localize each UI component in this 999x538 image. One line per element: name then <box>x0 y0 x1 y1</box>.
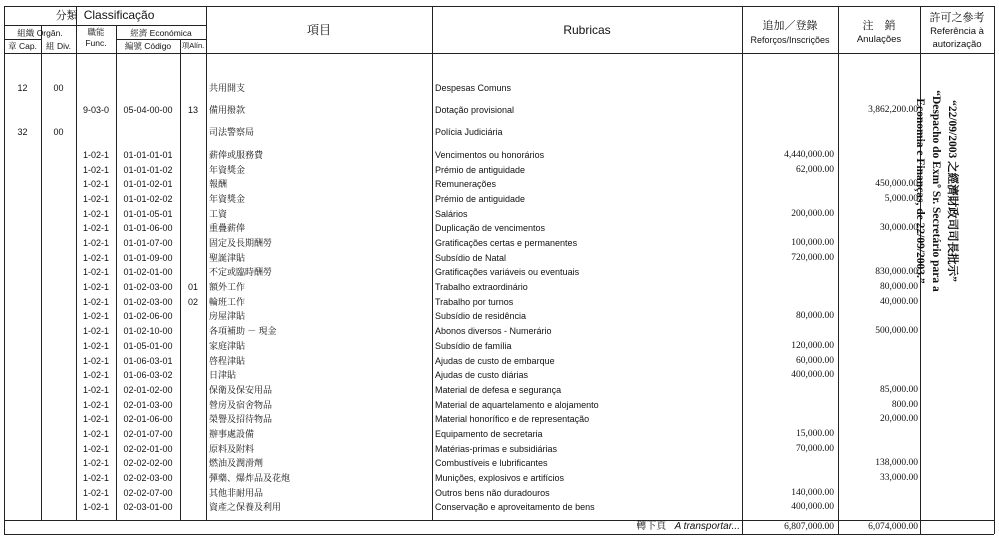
cell-code: 02-03-01-00 <box>123 502 173 513</box>
cell-code: 01-02-01-00 <box>123 267 173 278</box>
cell-alin: 13 <box>187 105 198 115</box>
cell-code: 01-01-07-00 <box>123 238 173 249</box>
cell-rubrica: Duplicação de vencimentos <box>435 223 546 234</box>
cell-reforco: 60,000.00 <box>796 355 834 366</box>
cell-code: 02-02-02-00 <box>123 458 173 469</box>
cell-code: 01-05-01-00 <box>123 340 173 351</box>
cell-item-zh: 其他非耐用品 <box>209 487 264 498</box>
cell-item-zh: 額外工作 <box>209 282 246 293</box>
cell-rubrica: Gratificações certas e permanentes <box>435 238 578 249</box>
cell-item-zh: 營房及宿舍物品 <box>209 399 273 410</box>
reference-line-2: “Despacho do Exmº Sr. Secretário para a <box>930 90 942 292</box>
cell-code: 01-01-01-02 <box>123 164 173 175</box>
header-cap <box>4 40 41 52</box>
cell-item-zh: 薪俸或服務費 <box>209 150 264 160</box>
cell-rubrica: Conservação e aproveitamento de bens <box>435 502 595 513</box>
cell-anulacao: 500,000.00 <box>875 326 918 337</box>
cell-func: 1-02-1 <box>82 208 109 219</box>
cell-item-zh: 共用開支 <box>209 83 246 93</box>
cell-func: 1-02-1 <box>82 428 109 439</box>
cell-rubrica: Subsídio de Natal <box>435 252 507 263</box>
cell-rubrica: Vencimentos ou honorários <box>435 150 545 160</box>
cell-rubrica: Ajudas de custo diárias <box>435 370 529 381</box>
cell-anulacao: 33,000.00 <box>880 472 918 483</box>
cell-rubrica: Subsídio de residência <box>435 311 527 322</box>
cell-rubrica: Salários <box>435 208 468 219</box>
cell-rubrica: Dotação provisional <box>435 105 515 115</box>
cell-anulacao: 800.00 <box>891 399 918 410</box>
cell-code: 01-01-02-01 <box>123 179 173 190</box>
cell-rubrica: Subsídio de família <box>435 340 512 351</box>
header-econ-pt: Económica <box>149 28 192 38</box>
cell-func: 1-02-1 <box>82 443 109 454</box>
cell-div: 00 <box>53 127 64 137</box>
cell-reforco: 200,000.00 <box>791 208 834 219</box>
cell-reforco: 720,000.00 <box>791 252 834 263</box>
cell-func: 1-02-1 <box>82 164 109 175</box>
cell-code: 02-01-07-00 <box>123 428 173 439</box>
cell-anulacao: 5,000.00 <box>884 194 918 205</box>
cell-item-zh: 報酬 <box>209 179 228 190</box>
header-alin-pt: Alín. <box>189 41 205 50</box>
cell-func: 1-02-1 <box>82 311 109 322</box>
table-border-right <box>994 6 995 534</box>
cell-code: 01-02-03-00 <box>123 282 173 293</box>
transport-label-pt: A transportar... <box>674 521 740 532</box>
cell-func: 1-02-1 <box>82 179 109 190</box>
header-organ <box>4 27 76 39</box>
cell-rubrica: Material de aquartelamento e alojamento <box>435 399 599 410</box>
col-divider <box>432 6 433 520</box>
cell-reforco: 140,000.00 <box>791 487 834 498</box>
cell-rubrica: Outros bens não duradouros <box>435 487 550 498</box>
cell-func: 1-02-1 <box>82 370 109 381</box>
cell-code: 02-01-06-00 <box>123 414 173 425</box>
header-div-pt: Div. <box>56 41 71 51</box>
cell-anulacao: 138,000.00 <box>875 458 918 469</box>
cell-reforco: 4,440,000.00 <box>784 150 834 160</box>
cell-item-zh: 資產之保養及利用 <box>209 502 282 513</box>
budget-table <box>4 6 994 534</box>
cell-func: 1-02-1 <box>82 223 109 234</box>
cell-item-zh: 燃油及潤滑劑 <box>209 458 264 469</box>
cell-rubrica: Material de defesa e segurança <box>435 384 562 395</box>
header-ref-pt1: Referência à <box>930 26 984 37</box>
header-div <box>41 40 76 52</box>
cell-rubrica: Prémio de antiguidade <box>435 194 526 205</box>
cell-item-zh: 輪班工作 <box>209 296 246 307</box>
cell-reforco: 400,000.00 <box>791 502 834 513</box>
cell-item-zh: 工資 <box>209 208 228 219</box>
transport-label <box>594 521 740 533</box>
cell-reforco: 80,000.00 <box>796 311 834 322</box>
cell-reforco: 15,000.00 <box>796 428 834 439</box>
header-anulacoes-zh: 注 銷 <box>862 20 896 32</box>
header-econ-zh: 經濟 <box>130 28 148 38</box>
col-divider <box>742 6 743 534</box>
header-cap-zh: 章 <box>8 41 17 51</box>
cell-func: 1-02-1 <box>82 458 109 469</box>
cell-item-zh: 辦事處設備 <box>209 428 255 439</box>
cell-div: 00 <box>53 83 64 93</box>
cell-code: 02-01-03-00 <box>123 399 173 410</box>
header-bottom-line <box>4 53 994 54</box>
cell-anulacao: 450,000.00 <box>875 179 918 190</box>
cell-reforco: 120,000.00 <box>791 340 834 351</box>
authorization-reference-text <box>912 61 960 321</box>
cell-item-zh: 重疊薪俸 <box>209 223 246 234</box>
cell-anulacao: 3,862,200.00 <box>868 105 918 115</box>
cell-func: 1-02-1 <box>82 414 109 425</box>
cell-func: 1-02-1 <box>82 399 109 410</box>
cell-code: 01-02-06-00 <box>123 311 173 322</box>
cell-code: 01-01-05-01 <box>123 208 173 219</box>
cell-func: 1-02-1 <box>82 355 109 366</box>
header-organ-pt: Orgân. <box>36 28 63 38</box>
cell-cap: 12 <box>17 83 28 93</box>
cell-item-zh: 保衛及保安用品 <box>209 384 273 395</box>
header-func-zh: 職能 <box>87 27 105 37</box>
cell-code: 01-02-03-00 <box>123 296 173 307</box>
header-reforcos-zh: 追加／登錄 <box>762 20 818 32</box>
cell-item-zh: 榮譽及招待物品 <box>209 414 273 425</box>
cell-rubrica: Polícia Judiciária <box>435 127 503 137</box>
cell-anulacao: 30,000.00 <box>880 223 918 234</box>
cell-item-zh: 年資獎金 <box>209 164 246 175</box>
cell-anulacao: 830,000.00 <box>875 267 918 278</box>
cell-item-zh: 啓程津貼 <box>209 355 246 366</box>
cell-code: 02-01-02-00 <box>123 384 173 395</box>
header-econ <box>116 27 206 39</box>
cell-code: 01-01-01-01 <box>123 150 173 160</box>
cell-rubrica: Remunerações <box>435 179 497 190</box>
cell-func: 1-02-1 <box>82 267 109 278</box>
transport-label-zh: 轉下頁 <box>636 521 667 532</box>
cell-code: 01-06-03-01 <box>123 355 173 366</box>
anulacao-total: 6,074,000.00 <box>868 522 918 532</box>
cell-code: 01-01-06-00 <box>123 223 173 234</box>
cell-rubrica: Despesas Comuns <box>435 83 512 93</box>
cell-item-zh: 房屋津貼 <box>209 311 246 322</box>
cell-rubrica: Gratificações variáveis ou eventuais <box>435 267 580 278</box>
cell-func: 1-02-1 <box>82 282 109 293</box>
cell-rubrica: Munições, explosivos e artifícios <box>435 472 565 483</box>
cell-item-zh: 司法警察局 <box>209 127 255 137</box>
cell-reforco: 400,000.00 <box>791 370 834 381</box>
header-alin <box>180 40 206 52</box>
cell-cap: 32 <box>17 127 28 137</box>
cell-item-zh: 彈藥、爆炸品及花炮 <box>209 472 291 483</box>
header-ref-zh: 許可之參考 <box>929 12 985 24</box>
cell-rubrica: Matérias-primas e subsidiárias <box>435 443 558 454</box>
reforco-total: 6,807,000.00 <box>784 522 834 532</box>
cell-rubrica: Equipamento de secretaria <box>435 428 543 439</box>
header-codigo-pt: Código <box>144 41 172 51</box>
cell-func: 1-02-1 <box>82 502 109 513</box>
cell-item-zh: 備用撥款 <box>209 105 246 115</box>
header-classificacao-pt: Classificação <box>83 8 155 22</box>
cell-anulacao: 20,000.00 <box>880 414 918 425</box>
col-divider <box>206 6 207 520</box>
cell-rubrica: Abonos diversos - Numerário <box>435 326 552 337</box>
header-func-pt: Func. <box>85 38 107 48</box>
cell-code: 01-06-03-02 <box>123 370 173 381</box>
cell-code: 05-04-00-00 <box>123 105 173 115</box>
cell-item-zh: 原料及附料 <box>209 443 255 454</box>
cell-reforco: 100,000.00 <box>791 238 834 249</box>
cell-code: 02-02-03-00 <box>123 472 173 483</box>
header-rubricas: Rubricas <box>563 23 611 37</box>
cell-reforco: 62,000.00 <box>796 164 834 175</box>
cell-item-zh: 不定或臨時酬勞 <box>209 267 273 278</box>
col-divider <box>41 25 42 520</box>
header-organ-zh: 組織 <box>17 28 35 38</box>
cell-func: 1-02-1 <box>82 238 109 249</box>
cell-rubrica: Trabalho por turnos <box>435 296 514 307</box>
cell-func: 1-02-1 <box>82 252 109 263</box>
header-reforcos-pt: Reforços/Inscrições <box>750 35 830 45</box>
cell-func: 1-02-1 <box>82 296 109 307</box>
cell-item-zh: 聖誕津貼 <box>209 252 246 263</box>
cell-code: 01-02-10-00 <box>123 326 173 337</box>
header-anulacoes-pt: Anulações <box>856 34 902 45</box>
cell-code: 02-02-07-00 <box>123 487 173 498</box>
cell-item-zh: 固定及長期酬勞 <box>209 238 273 249</box>
cell-func: 1-02-1 <box>82 384 109 395</box>
cell-rubrica: Combustíveis e lubrificantes <box>435 458 548 469</box>
cell-func: 1-02-1 <box>82 487 109 498</box>
cell-item-zh: 家庭津貼 <box>209 340 246 351</box>
cell-func: 1-02-1 <box>82 472 109 483</box>
header-classificacao-zh: 分類 <box>55 10 78 22</box>
cell-code: 02-02-01-00 <box>123 443 173 454</box>
cell-item-zh: 各項補助 － 現金 <box>209 326 277 337</box>
header-ref-pt2: autorização <box>932 39 982 50</box>
cell-alin: 01 <box>187 282 198 293</box>
cell-func: 1-02-1 <box>82 150 109 160</box>
cell-func: 1-02-1 <box>82 340 109 351</box>
reference-line-1: “22/09/2003 之經濟財政司司長批示” <box>946 100 958 282</box>
cell-rubrica: Material honorífico e de representação <box>435 414 590 425</box>
header-div-zh: 組 <box>46 41 55 51</box>
cell-func: 1-02-1 <box>82 194 109 205</box>
cell-anulacao: 85,000.00 <box>880 384 918 395</box>
header-alin-zh: 項 <box>181 41 190 50</box>
cell-item-zh: 年資獎金 <box>209 194 246 205</box>
cell-rubrica: Prémio de antiguidade <box>435 164 526 175</box>
header-cap-pt: Cap. <box>18 41 37 51</box>
cell-item-zh: 日津貼 <box>209 370 237 381</box>
cell-code: 01-01-09-00 <box>123 252 173 263</box>
cell-rubrica: Trabalho extraordinário <box>435 282 528 293</box>
cell-alin: 02 <box>187 296 198 307</box>
header-classificacao <box>4 9 206 22</box>
reference-line-3: Economia e Finanças, de 22/09/2003.” <box>914 98 926 284</box>
cell-func: 9-03-0 <box>82 105 109 115</box>
cell-func: 1-02-1 <box>82 326 109 337</box>
cell-code: 01-01-02-02 <box>123 194 173 205</box>
header-codigo-zh: 編號 <box>124 41 142 51</box>
cell-rubrica: Ajudas de custo de embarque <box>435 355 555 366</box>
header-item: 項目 <box>306 23 331 37</box>
cell-anulacao: 40,000.00 <box>880 296 918 307</box>
cell-reforco: 70,000.00 <box>796 443 834 454</box>
cell-anulacao: 80,000.00 <box>880 282 918 293</box>
header-codigo <box>116 40 180 52</box>
table-border-bottom <box>4 534 994 535</box>
table-border-top <box>4 6 994 7</box>
